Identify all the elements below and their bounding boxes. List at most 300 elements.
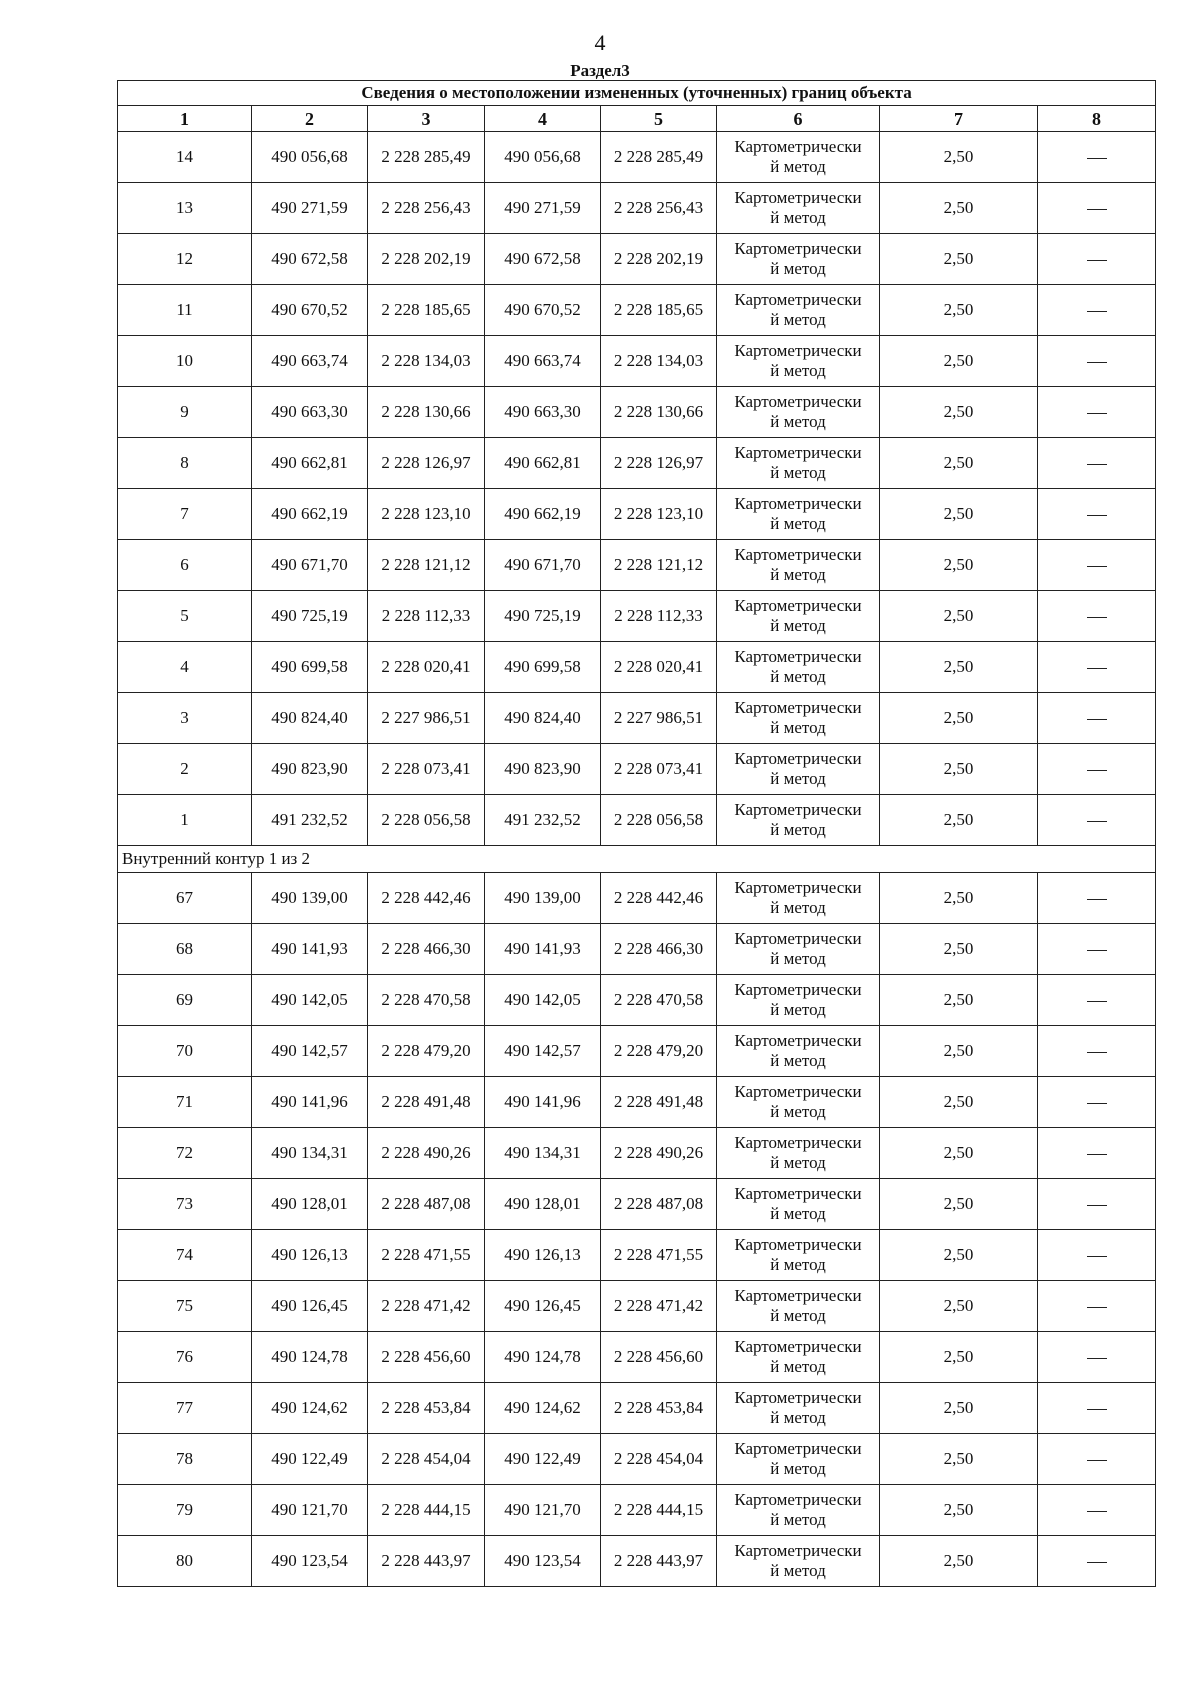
coordinate-y-old: 2 227 986,51: [368, 693, 485, 744]
coordinate-y-new: 2 228 185,65: [601, 285, 717, 336]
method-line-2: й метод: [770, 1204, 826, 1223]
method-line-1: Картометрически: [734, 1184, 862, 1203]
coordinate-x-new: 490 134,31: [485, 1128, 601, 1179]
coordinate-x-old: 490 662,19: [252, 489, 368, 540]
point-number: 75: [118, 1281, 252, 1332]
dash-cell: [1038, 1281, 1156, 1332]
coordinate-y-new: 2 228 442,46: [601, 873, 717, 924]
coordinate-y-old: 2 228 479,20: [368, 1026, 485, 1077]
dash-cell: [1038, 489, 1156, 540]
coordinate-y-new: 2 228 134,03: [601, 336, 717, 387]
method-line-2: й метод: [770, 565, 826, 584]
point-number: 72: [118, 1128, 252, 1179]
method-line-2: й метод: [770, 259, 826, 278]
point-number: 76: [118, 1332, 252, 1383]
accuracy-value: 2,50: [880, 1485, 1038, 1536]
accuracy-value: 2,50: [880, 591, 1038, 642]
method-cell: [717, 795, 880, 846]
dash-icon: [1087, 1307, 1107, 1308]
table-row: [118, 924, 1156, 975]
point-number: 4: [118, 642, 252, 693]
coordinate-y-new: 2 228 454,04: [601, 1434, 717, 1485]
table-row: [118, 234, 1156, 285]
table-row: [118, 1281, 1156, 1332]
coordinate-y-old: 2 228 134,03: [368, 336, 485, 387]
method-line-2: й метод: [770, 463, 826, 482]
coordinate-x-old: 490 271,59: [252, 183, 368, 234]
method-line-1: Картометрически: [734, 341, 862, 360]
method-line-2: й метод: [770, 1306, 826, 1325]
dash-icon: [1087, 260, 1107, 261]
contour-label: Внутренний контур 1 из 2: [118, 846, 1156, 873]
method-line-2: й метод: [770, 514, 826, 533]
dash-cell: [1038, 591, 1156, 642]
coordinate-x-new: 490 124,62: [485, 1383, 601, 1434]
method-line-2: й метод: [770, 769, 826, 788]
coordinate-y-new: 2 228 491,48: [601, 1077, 717, 1128]
coordinate-x-new: 490 725,19: [485, 591, 601, 642]
accuracy-value: 2,50: [880, 744, 1038, 795]
dash-icon: [1087, 1460, 1107, 1461]
table-row: [118, 693, 1156, 744]
accuracy-value: 2,50: [880, 1026, 1038, 1077]
coordinate-x-old: 491 232,52: [252, 795, 368, 846]
coordinate-y-new: 2 228 256,43: [601, 183, 717, 234]
table-row: [118, 744, 1156, 795]
point-number: 7: [118, 489, 252, 540]
method-line-1: Картометрически: [734, 698, 862, 717]
column-number: 7: [880, 106, 1038, 132]
point-number: 2: [118, 744, 252, 795]
dash-cell: [1038, 924, 1156, 975]
coordinate-y-old: 2 228 490,26: [368, 1128, 485, 1179]
point-number: 77: [118, 1383, 252, 1434]
dash-cell: [1038, 1230, 1156, 1281]
method-line-2: й метод: [770, 616, 826, 635]
dash-icon: [1087, 413, 1107, 414]
method-line-2: й метод: [770, 820, 826, 839]
accuracy-value: 2,50: [880, 693, 1038, 744]
coordinate-x-new: 490 141,96: [485, 1077, 601, 1128]
coordinate-x-old: 490 662,81: [252, 438, 368, 489]
dash-icon: [1087, 1409, 1107, 1410]
coordinate-y-new: 2 228 202,19: [601, 234, 717, 285]
coordinate-y-old: 2 228 444,15: [368, 1485, 485, 1536]
coordinate-y-old: 2 228 471,42: [368, 1281, 485, 1332]
coordinate-y-new: 2 228 126,97: [601, 438, 717, 489]
coordinate-y-old: 2 228 121,12: [368, 540, 485, 591]
column-number: 6: [717, 106, 880, 132]
dash-icon: [1087, 950, 1107, 951]
dash-icon: [1087, 1205, 1107, 1206]
column-number: 4: [485, 106, 601, 132]
method-cell: [717, 234, 880, 285]
coordinate-y-new: 2 227 986,51: [601, 693, 717, 744]
coordinate-y-old: 2 228 466,30: [368, 924, 485, 975]
method-line-2: й метод: [770, 1561, 826, 1580]
coordinate-x-old: 490 725,19: [252, 591, 368, 642]
coordinate-y-new: 2 228 471,42: [601, 1281, 717, 1332]
dash-cell: [1038, 438, 1156, 489]
dash-icon: [1087, 1511, 1107, 1512]
coordinate-x-old: 490 663,30: [252, 387, 368, 438]
method-line-2: й метод: [770, 208, 826, 227]
method-line-2: й метод: [770, 1153, 826, 1172]
table-row: [118, 1230, 1156, 1281]
point-number: 11: [118, 285, 252, 336]
method-cell: [717, 591, 880, 642]
coordinate-y-old: 2 228 443,97: [368, 1536, 485, 1587]
contour-row: [118, 846, 1156, 873]
method-cell: [717, 873, 880, 924]
method-cell: [717, 1485, 880, 1536]
coordinate-y-old: 2 228 442,46: [368, 873, 485, 924]
method-cell: [717, 924, 880, 975]
coordinate-x-old: 490 141,93: [252, 924, 368, 975]
accuracy-value: 2,50: [880, 285, 1038, 336]
coordinate-x-new: 491 232,52: [485, 795, 601, 846]
table-row: [118, 540, 1156, 591]
method-line-2: й метод: [770, 310, 826, 329]
method-line-2: й метод: [770, 361, 826, 380]
coordinate-x-old: 490 824,40: [252, 693, 368, 744]
coordinate-y-new: 2 228 121,12: [601, 540, 717, 591]
coordinate-y-old: 2 228 453,84: [368, 1383, 485, 1434]
coordinate-y-old: 2 228 487,08: [368, 1179, 485, 1230]
accuracy-value: 2,50: [880, 438, 1038, 489]
method-line-2: й метод: [770, 1255, 826, 1274]
coordinate-x-new: 490 139,00: [485, 873, 601, 924]
coordinate-x-old: 490 663,74: [252, 336, 368, 387]
method-line-1: Картометрически: [734, 596, 862, 615]
accuracy-value: 2,50: [880, 234, 1038, 285]
point-number: 12: [118, 234, 252, 285]
dash-icon: [1087, 464, 1107, 465]
table-row: [118, 1077, 1156, 1128]
accuracy-value: 2,50: [880, 336, 1038, 387]
point-number: 8: [118, 438, 252, 489]
accuracy-value: 2,50: [880, 1077, 1038, 1128]
coordinate-x-new: 490 699,58: [485, 642, 601, 693]
coordinate-y-new: 2 228 130,66: [601, 387, 717, 438]
coordinate-x-new: 490 671,70: [485, 540, 601, 591]
coordinate-y-old: 2 228 123,10: [368, 489, 485, 540]
dash-icon: [1087, 899, 1107, 900]
method-line-2: й метод: [770, 949, 826, 968]
coordinate-x-old: 490 672,58: [252, 234, 368, 285]
point-number: 5: [118, 591, 252, 642]
method-cell: [717, 489, 880, 540]
method-line-2: й метод: [770, 157, 826, 176]
method-line-1: Картометрически: [734, 1082, 862, 1101]
coordinate-x-new: 490 122,49: [485, 1434, 601, 1485]
method-line-1: Картометрически: [734, 1337, 862, 1356]
method-cell: [717, 1434, 880, 1485]
coordinate-x-new: 490 141,93: [485, 924, 601, 975]
coordinate-x-new: 490 142,57: [485, 1026, 601, 1077]
coordinates-table: [117, 80, 1156, 1587]
coordinate-x-old: 490 142,05: [252, 975, 368, 1026]
point-number: 80: [118, 1536, 252, 1587]
dash-icon: [1087, 158, 1107, 159]
coordinate-x-old: 490 141,96: [252, 1077, 368, 1128]
accuracy-value: 2,50: [880, 1536, 1038, 1587]
coordinate-x-new: 490 663,74: [485, 336, 601, 387]
point-number: 78: [118, 1434, 252, 1485]
accuracy-value: 2,50: [880, 873, 1038, 924]
coordinate-y-new: 2 228 112,33: [601, 591, 717, 642]
method-line-1: Картометрически: [734, 188, 862, 207]
dash-icon: [1087, 515, 1107, 516]
dash-cell: [1038, 1485, 1156, 1536]
dash-icon: [1087, 311, 1107, 312]
coordinate-y-new: 2 228 479,20: [601, 1026, 717, 1077]
dash-icon: [1087, 1052, 1107, 1053]
method-line-2: й метод: [770, 1000, 826, 1019]
accuracy-value: 2,50: [880, 1383, 1038, 1434]
method-line-1: Картометрически: [734, 980, 862, 999]
coordinate-y-old: 2 228 470,58: [368, 975, 485, 1026]
coordinate-x-new: 490 128,01: [485, 1179, 601, 1230]
method-line-1: Картометрически: [734, 545, 862, 564]
coordinate-x-new: 490 121,70: [485, 1485, 601, 1536]
method-cell: [717, 1026, 880, 1077]
method-line-2: й метод: [770, 1408, 826, 1427]
dash-cell: [1038, 1434, 1156, 1485]
coordinate-y-old: 2 228 112,33: [368, 591, 485, 642]
accuracy-value: 2,50: [880, 642, 1038, 693]
method-cell: [717, 1332, 880, 1383]
point-number: 79: [118, 1485, 252, 1536]
point-number: 67: [118, 873, 252, 924]
coordinate-x-old: 490 823,90: [252, 744, 368, 795]
method-cell: [717, 438, 880, 489]
table-row: [118, 336, 1156, 387]
coordinate-x-old: 490 124,62: [252, 1383, 368, 1434]
coordinate-y-old: 2 228 020,41: [368, 642, 485, 693]
method-line-1: Картометрически: [734, 290, 862, 309]
table-row: [118, 1179, 1156, 1230]
dash-cell: [1038, 1332, 1156, 1383]
coordinate-x-new: 490 124,78: [485, 1332, 601, 1383]
method-line-2: й метод: [770, 1459, 826, 1478]
point-number: 71: [118, 1077, 252, 1128]
coordinate-y-new: 2 228 456,60: [601, 1332, 717, 1383]
coordinate-y-old: 2 228 491,48: [368, 1077, 485, 1128]
method-cell: [717, 183, 880, 234]
table-row: [118, 1485, 1156, 1536]
coordinate-x-old: 490 124,78: [252, 1332, 368, 1383]
section-title: Раздел3: [570, 61, 630, 80]
method-line-2: й метод: [770, 1510, 826, 1529]
coordinate-x-old: 490 670,52: [252, 285, 368, 336]
dash-cell: [1038, 744, 1156, 795]
table-row: [118, 489, 1156, 540]
table-row: [118, 975, 1156, 1026]
coordinate-x-new: 490 126,45: [485, 1281, 601, 1332]
accuracy-value: 2,50: [880, 795, 1038, 846]
coordinate-y-new: 2 228 487,08: [601, 1179, 717, 1230]
method-cell: [717, 1383, 880, 1434]
point-number: 69: [118, 975, 252, 1026]
accuracy-value: 2,50: [880, 975, 1038, 1026]
dash-cell: [1038, 642, 1156, 693]
coordinate-y-new: 2 228 470,58: [601, 975, 717, 1026]
dash-icon: [1087, 617, 1107, 618]
accuracy-value: 2,50: [880, 387, 1038, 438]
table-row: [118, 387, 1156, 438]
dash-cell: [1038, 975, 1156, 1026]
table-row: [118, 438, 1156, 489]
table-row: [118, 183, 1156, 234]
table-row: [118, 642, 1156, 693]
accuracy-value: 2,50: [880, 1179, 1038, 1230]
coordinate-y-old: 2 228 056,58: [368, 795, 485, 846]
coordinate-x-new: 490 672,58: [485, 234, 601, 285]
method-cell: [717, 540, 880, 591]
column-number: 5: [601, 106, 717, 132]
coordinate-x-new: 490 662,81: [485, 438, 601, 489]
dash-cell: [1038, 234, 1156, 285]
method-cell: [717, 387, 880, 438]
method-cell: [717, 336, 880, 387]
dash-cell: [1038, 873, 1156, 924]
dash-icon: [1087, 362, 1107, 363]
table-row: [118, 1026, 1156, 1077]
method-line-1: Картометрически: [734, 749, 862, 768]
coordinate-y-new: 2 228 073,41: [601, 744, 717, 795]
method-cell: [717, 1179, 880, 1230]
dash-cell: [1038, 132, 1156, 183]
method-line-1: Картометрически: [734, 443, 862, 462]
accuracy-value: 2,50: [880, 1128, 1038, 1179]
method-line-2: й метод: [770, 718, 826, 737]
coordinate-y-new: 2 228 056,58: [601, 795, 717, 846]
method-cell: [717, 744, 880, 795]
method-line-1: Картометрически: [734, 929, 862, 948]
point-number: 14: [118, 132, 252, 183]
accuracy-value: 2,50: [880, 1332, 1038, 1383]
method-line-1: Картометрически: [734, 1490, 862, 1509]
coordinate-x-old: 490 142,57: [252, 1026, 368, 1077]
table-caption-row: [118, 81, 1156, 106]
coordinate-y-old: 2 228 471,55: [368, 1230, 485, 1281]
coordinate-x-new: 490 126,13: [485, 1230, 601, 1281]
method-cell: [717, 642, 880, 693]
coordinate-x-old: 490 128,01: [252, 1179, 368, 1230]
coordinate-x-old: 490 699,58: [252, 642, 368, 693]
method-line-2: й метод: [770, 1051, 826, 1070]
dash-cell: [1038, 1179, 1156, 1230]
table-row: [118, 1128, 1156, 1179]
point-number: 10: [118, 336, 252, 387]
coordinate-x-old: 490 126,45: [252, 1281, 368, 1332]
column-number: 8: [1038, 106, 1156, 132]
table-row: [118, 132, 1156, 183]
point-number: 9: [118, 387, 252, 438]
coordinate-y-new: 2 228 285,49: [601, 132, 717, 183]
accuracy-value: 2,50: [880, 1281, 1038, 1332]
method-line-2: й метод: [770, 1357, 826, 1376]
dash-icon: [1087, 770, 1107, 771]
dash-cell: [1038, 1026, 1156, 1077]
dash-cell: [1038, 540, 1156, 591]
coordinate-x-new: 490 662,19: [485, 489, 601, 540]
method-cell: [717, 285, 880, 336]
coordinate-x-new: 490 670,52: [485, 285, 601, 336]
point-number: 74: [118, 1230, 252, 1281]
coordinate-x-new: 490 663,30: [485, 387, 601, 438]
coordinate-x-old: 490 134,31: [252, 1128, 368, 1179]
coordinate-x-old: 490 126,13: [252, 1230, 368, 1281]
accuracy-value: 2,50: [880, 183, 1038, 234]
dash-icon: [1087, 821, 1107, 822]
dash-icon: [1087, 668, 1107, 669]
coordinate-y-old: 2 228 454,04: [368, 1434, 485, 1485]
point-number: 73: [118, 1179, 252, 1230]
method-line-1: Картометрически: [734, 1541, 862, 1560]
column-number-row: [118, 106, 1156, 132]
coordinate-x-new: 490 271,59: [485, 183, 601, 234]
dash-cell: [1038, 387, 1156, 438]
coordinate-y-new: 2 228 453,84: [601, 1383, 717, 1434]
accuracy-value: 2,50: [880, 1434, 1038, 1485]
dash-icon: [1087, 566, 1107, 567]
coordinate-x-old: 490 671,70: [252, 540, 368, 591]
dash-icon: [1087, 1103, 1107, 1104]
coordinate-y-old: 2 228 202,19: [368, 234, 485, 285]
dash-icon: [1087, 1001, 1107, 1002]
table-row: [118, 1434, 1156, 1485]
dash-cell: [1038, 1077, 1156, 1128]
dash-cell: [1038, 183, 1156, 234]
method-line-2: й метод: [770, 412, 826, 431]
method-cell: [717, 1281, 880, 1332]
column-number: 3: [368, 106, 485, 132]
coordinate-y-new: 2 228 466,30: [601, 924, 717, 975]
coordinate-x-new: 490 142,05: [485, 975, 601, 1026]
coordinate-x-new: 490 056,68: [485, 132, 601, 183]
dash-cell: [1038, 1128, 1156, 1179]
point-number: 70: [118, 1026, 252, 1077]
table-caption: Сведения о местоположении измененных (уточненных) границ объекта: [118, 81, 1156, 106]
coordinate-x-new: 490 123,54: [485, 1536, 601, 1587]
coordinate-y-new: 2 228 471,55: [601, 1230, 717, 1281]
dash-icon: [1087, 1358, 1107, 1359]
coordinate-x-old: 490 121,70: [252, 1485, 368, 1536]
dash-cell: [1038, 1383, 1156, 1434]
method-line-2: й метод: [770, 667, 826, 686]
coordinate-y-new: 2 228 443,97: [601, 1536, 717, 1587]
method-line-1: Картометрически: [734, 647, 862, 666]
coordinate-y-new: 2 228 123,10: [601, 489, 717, 540]
page-number: 4: [594, 30, 606, 55]
dash-cell: [1038, 336, 1156, 387]
table-row: [118, 591, 1156, 642]
table-row: [118, 1383, 1156, 1434]
method-cell: [717, 1536, 880, 1587]
method-cell: [717, 1077, 880, 1128]
accuracy-value: 2,50: [880, 540, 1038, 591]
dash-icon: [1087, 209, 1107, 210]
coordinate-y-old: 2 228 185,65: [368, 285, 485, 336]
method-cell: [717, 975, 880, 1026]
accuracy-value: 2,50: [880, 132, 1038, 183]
coordinate-y-old: 2 228 130,66: [368, 387, 485, 438]
coordinate-y-old: 2 228 126,97: [368, 438, 485, 489]
method-line-1: Картометрически: [734, 1439, 862, 1458]
coordinate-y-new: 2 228 444,15: [601, 1485, 717, 1536]
